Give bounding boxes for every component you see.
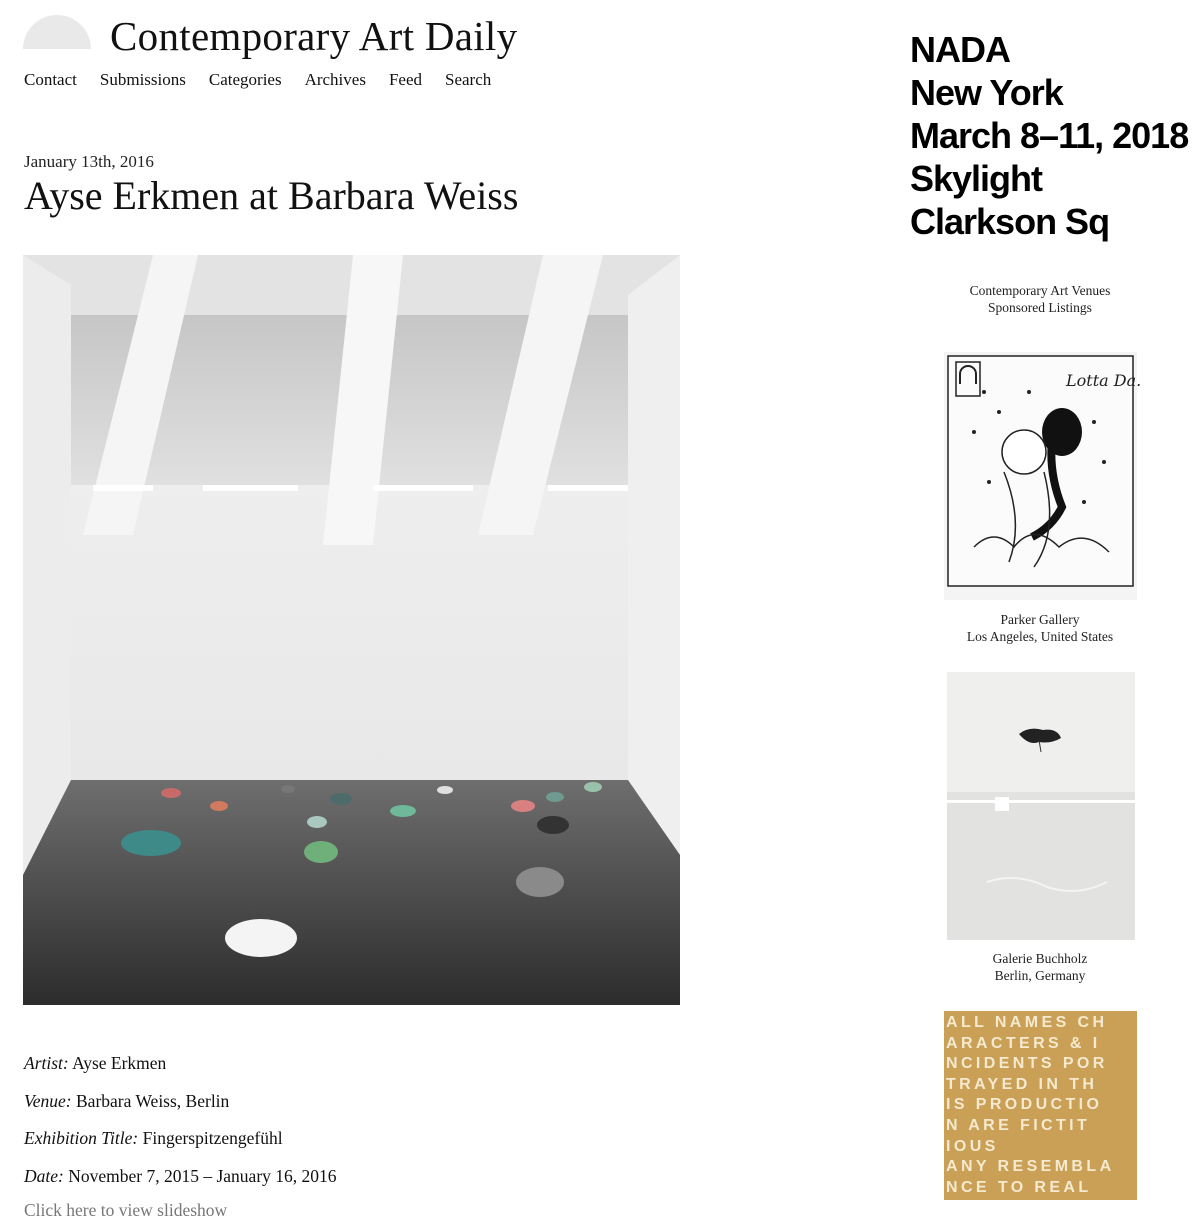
exhibition-photo[interactable] bbox=[23, 255, 680, 1005]
listing-name: Parker Gallery bbox=[1000, 612, 1080, 627]
listing-location: Berlin, Germany bbox=[994, 968, 1086, 983]
nav-search[interactable]: Search bbox=[445, 70, 492, 89]
post-date: January 13th, 2016 bbox=[24, 152, 154, 171]
listing-galerie-buchholz[interactable] bbox=[940, 950, 1140, 984]
main-nav bbox=[24, 70, 491, 90]
detail-exhibition-title: Exhibition Title: Fingerspitzengefühl bbox=[24, 1128, 283, 1148]
listing-location: Los Angeles, United States bbox=[966, 629, 1114, 644]
nav-submissions[interactable]: Submissions bbox=[99, 70, 186, 89]
detail-venue: Venue: Barbara Weiss, Berlin bbox=[24, 1090, 230, 1111]
slideshow-link[interactable]: Click here to view slideshow bbox=[24, 1200, 228, 1220]
post-details bbox=[24, 1045, 337, 1220]
listing-parker-gallery[interactable] bbox=[940, 611, 1140, 645]
nav-categories[interactable]: Categories bbox=[208, 70, 282, 89]
listing-image-text: Lotta Da. bbox=[1066, 371, 1142, 390]
nav-contact[interactable]: Contact bbox=[24, 70, 77, 89]
nada-ad[interactable]: NADA New York March 8–11, 2018 Skylight Clarkson Sq bbox=[910, 29, 1189, 242]
nav-archives[interactable]: Archives bbox=[304, 70, 366, 89]
venues-heading: Contemporary Art Venues Sponsored Listings bbox=[969, 283, 1111, 315]
detail-date: Date: November 7, 2015 – January 16, 2016 bbox=[24, 1165, 337, 1186]
listing-image-text: ALL NAMES CH ARACTERS & I NCIDENTS POR TRAYED IN TH IS PRODUCTIO N ARE FICTIT IOUS ANY RESEMBLA NCE TO REAL bbox=[946, 1014, 1115, 1196]
listing-image-stencil-poster[interactable] bbox=[944, 1011, 1137, 1200]
site-title[interactable]: Contemporary Art Daily bbox=[110, 13, 518, 59]
post-title[interactable]: Ayse Erkmen at Barbara Weiss bbox=[24, 173, 519, 218]
listing-name: Galerie Buchholz bbox=[992, 951, 1088, 966]
listing-image-parker-gallery[interactable] bbox=[944, 352, 1142, 600]
site-logo[interactable] bbox=[23, 15, 91, 49]
detail-artist: Artist: Ayse Erkmen bbox=[24, 1053, 167, 1073]
nav-feed[interactable]: Feed bbox=[388, 70, 422, 89]
listing-image-galerie-buchholz[interactable] bbox=[947, 672, 1135, 940]
